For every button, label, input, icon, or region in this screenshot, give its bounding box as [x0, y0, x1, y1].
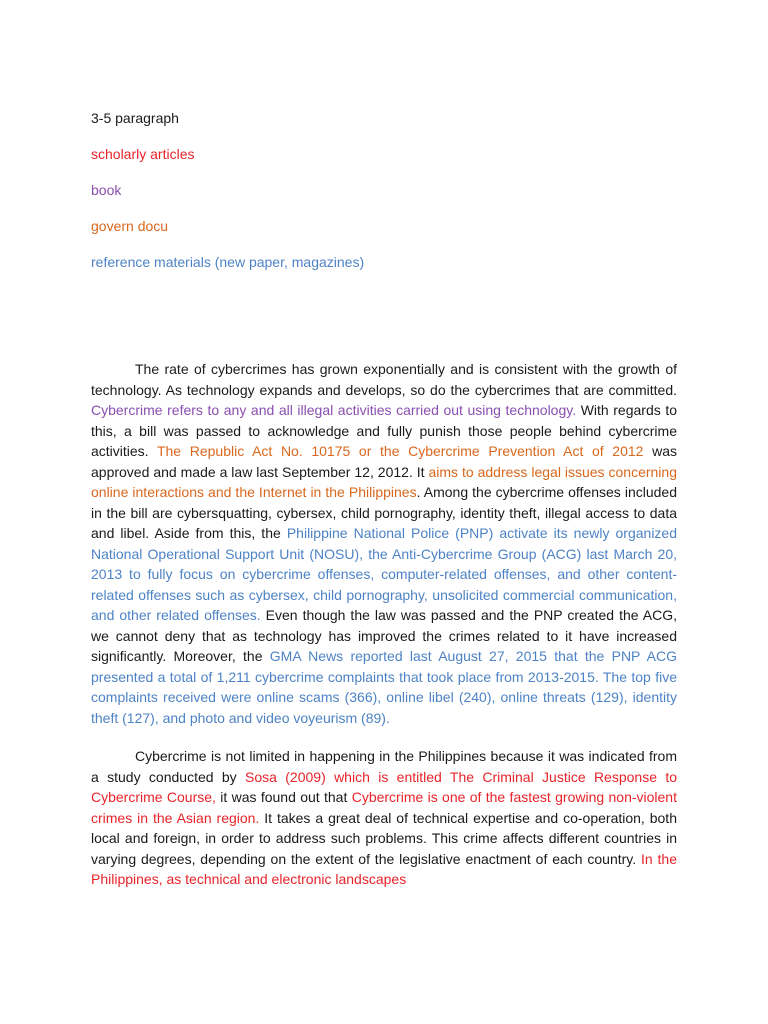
p2-segment: Cybercrime is not limited in happening in the Philippines because it was indicated from a study conducted by	[91, 748, 677, 785]
note-book: book	[91, 182, 122, 198]
p2-segment: Sosa (2009) which is entitled The Criminal Justice Response to Cybercrime Course,	[91, 768, 678, 805]
p1-segment: aims to address legal issues concerning online interactions and the Internet in the Philippines	[91, 463, 677, 500]
p1-segment: Philippine National Police (PNP) activate its newly organized National Operational Support Unit (NOSU), the Anti-Cybercrime Group (ACG) last March 20, 2013 to fully focus on cybercrime offenses, computer-related offenses, and other content-related offenses such as cybersex, child pornography, unsolicited commercial communication, and other related offenses.	[91, 525, 678, 623]
p2-segment: Cybercrime is one of the fastest growing non-violent crimes in the Asian region.	[91, 789, 677, 826]
p1-segment: With regards to this, a bill was passed to acknowledge and fully punish those people behind cybercrime activities.	[91, 402, 677, 459]
p2-segment: it was found out that	[215, 789, 352, 805]
p2-segment: In the Philippines, as technical and electronic landscapes	[91, 850, 678, 887]
p1-segment: . Among the cybercrime offenses included in the bill are cybersquatting, cybersex, child pornography, identity theft, illegal access to data and libel. Aside from this, the	[91, 484, 677, 541]
p1-segment: Even though the law was passed and the PNP created the ACG, we cannot deny that as technology has improved the crimes related to it have increased significantly. Moreover, the	[91, 607, 677, 664]
p2-segment: It takes a great deal of technical expertise and co-operation, both local and foreign, in order to address such problems. This crime affects different countries in varying degrees, depending on the extent of the legislative enactment of each country.	[91, 809, 677, 867]
paragraph-1	[91, 359, 677, 728]
p1-segment: The rate of cybercrimes has grown exponentially and is consistent with the growth of technology. As technology expands and develops, so do the cybercrimes that are committed.	[91, 361, 677, 398]
note-scholarly-articles: scholarly articles	[91, 146, 195, 162]
p1-segment: was approved and made a law last September 12, 2012. It	[91, 443, 677, 480]
paragraph-2	[91, 746, 677, 890]
note-govern-docu: govern docu	[91, 218, 169, 234]
p1-segment: The Republic Act No. 10175 or the Cybercrime Prevention Act of 2012	[156, 443, 644, 459]
note-reference-materials: reference materials (new paper, magazines)	[91, 254, 365, 270]
p1-segment: Cybercrime refers to any and all illegal activities carried out using technology.	[91, 402, 577, 418]
essay-body	[91, 359, 677, 908]
note-paragraph-count: 3-5 paragraph	[91, 110, 179, 126]
p1-segment: GMA News reported last August 27, 2015 that the PNP ACG presented a total of 1,211 cybercrime complaints that took place from 2013-2015. The top five complaints received were online scams (366), online libel (240), online threats (129), identity theft (127), and photo and video voyeurism (89).	[91, 648, 677, 726]
outline-notes	[91, 108, 681, 288]
